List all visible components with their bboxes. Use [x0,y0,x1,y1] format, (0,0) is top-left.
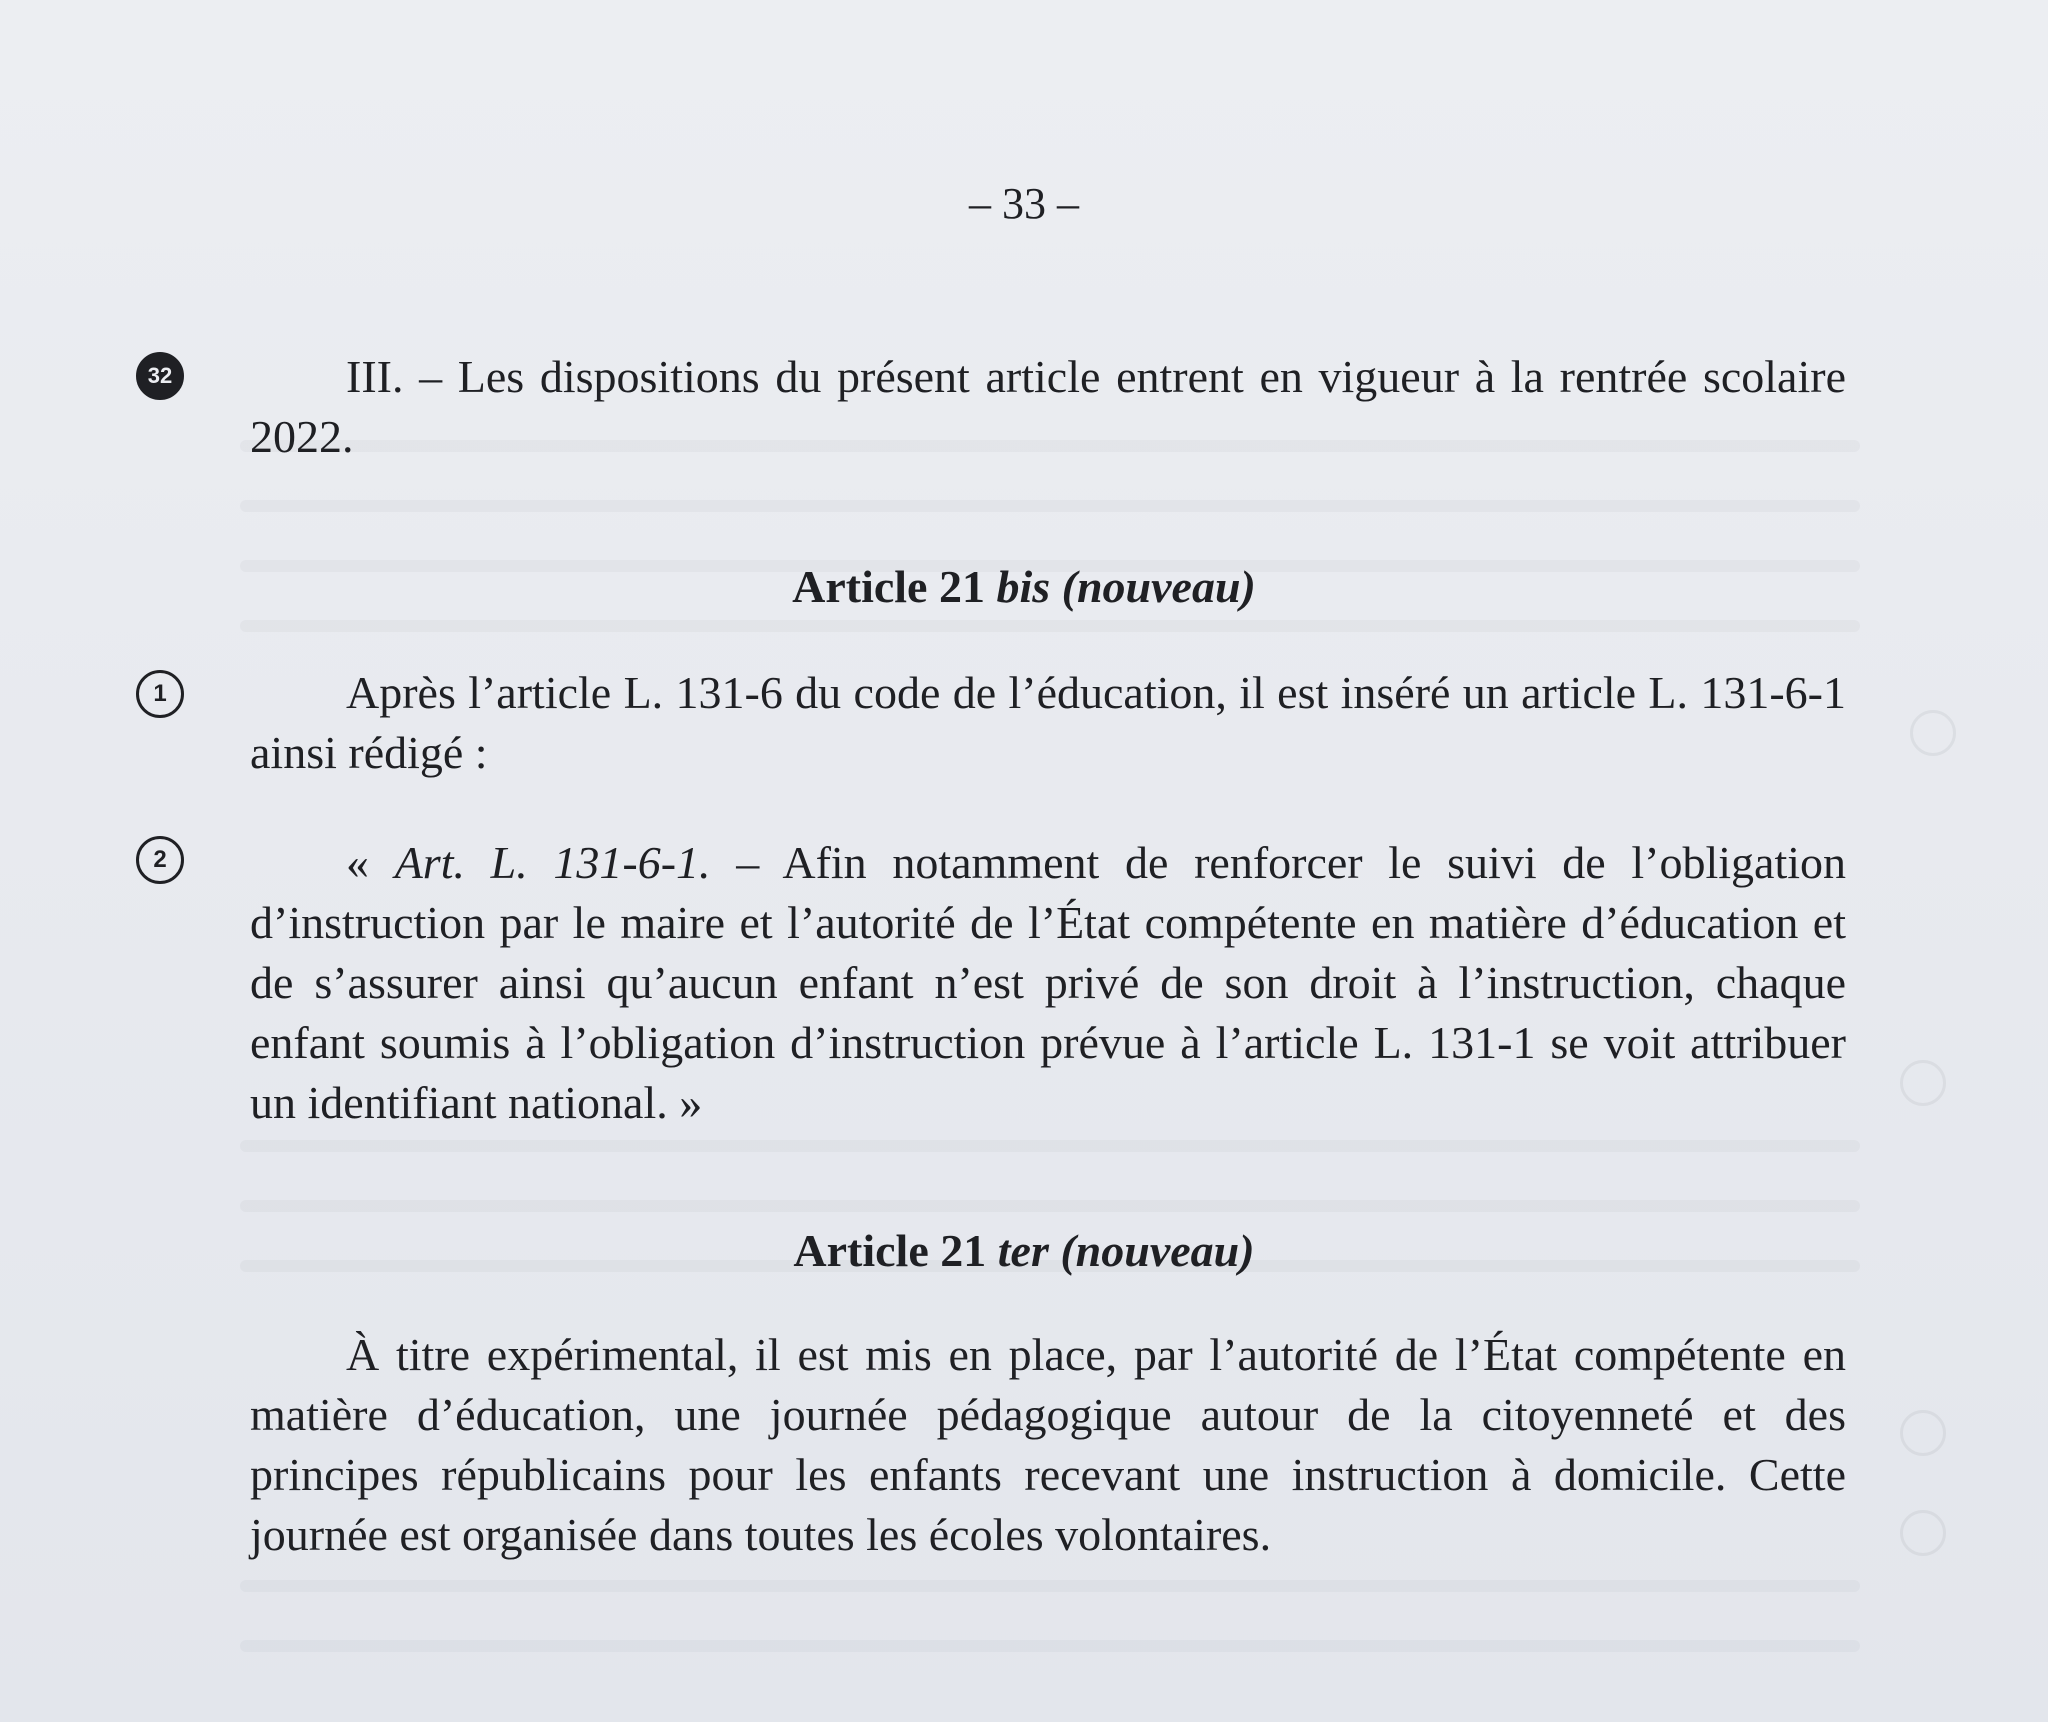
bleed-through-line [240,1580,1860,1592]
paragraph: À titre expérimental, il est mis en place, par l’autorité de l’État compétente en matière d’éducation, une journée pédagogique autour de la citoyenneté et des principes républicains pour les enfants recevant une instruction à domicile. Cette journée est organisée dans toutes les écoles volontaires. [250,1329,1846,1560]
bleed-through-line [240,1640,1860,1652]
bleed-through-marker [1900,1510,1946,1556]
paragraph: III. – Les dispositions du présent article entrent en vigueur à la rentrée scolaire 2022. [250,351,1846,462]
bleed-through-marker [1900,1410,1946,1456]
bleed-through-line [240,500,1860,512]
article-heading-prefix: Article 21 [792,561,997,612]
bleed-through-marker [1900,1060,1946,1106]
article-heading-prefix: Article 21 [793,1225,998,1276]
article-heading [0,1221,2048,1281]
bleed-through-line [240,1200,1860,1212]
paragraph-marker: 32 [136,352,184,400]
article-heading-suffix: bis (nouveau) [996,561,1256,612]
bleed-through-marker [1910,710,1956,756]
quote-open: « [346,837,395,888]
paragraph-marker: 2 [136,836,184,884]
article-reference: Art. L. 131-6-1. [394,837,711,888]
article-heading [0,557,2048,617]
bleed-through-line [240,620,1860,632]
paragraph: Après l’article L. 131-6 du code de l’éducation, il est inséré un article L. 131-6-1 ainsi rédigé : [250,667,1846,778]
paragraph [250,833,1846,1133]
paragraph-body: – Afin notamment de renforcer le suivi de l’obligation d’instruction par le maire et l’autorité de l’État compétente en matière d’éducation et de s’assurer ainsi qu’aucun enfant n’est privé de son droit à l’instruction, chaque enfant soumis à l’obligation d’instruction prévue à l’article L. 131-1 se voit attribuer un identifiant national. » [250,837,1847,1128]
paragraph-marker: 1 [136,670,184,718]
article-heading-suffix: ter (nouveau) [997,1225,1255,1276]
bleed-through-line [240,1140,1860,1152]
page-number: – 33 – [969,179,1079,228]
